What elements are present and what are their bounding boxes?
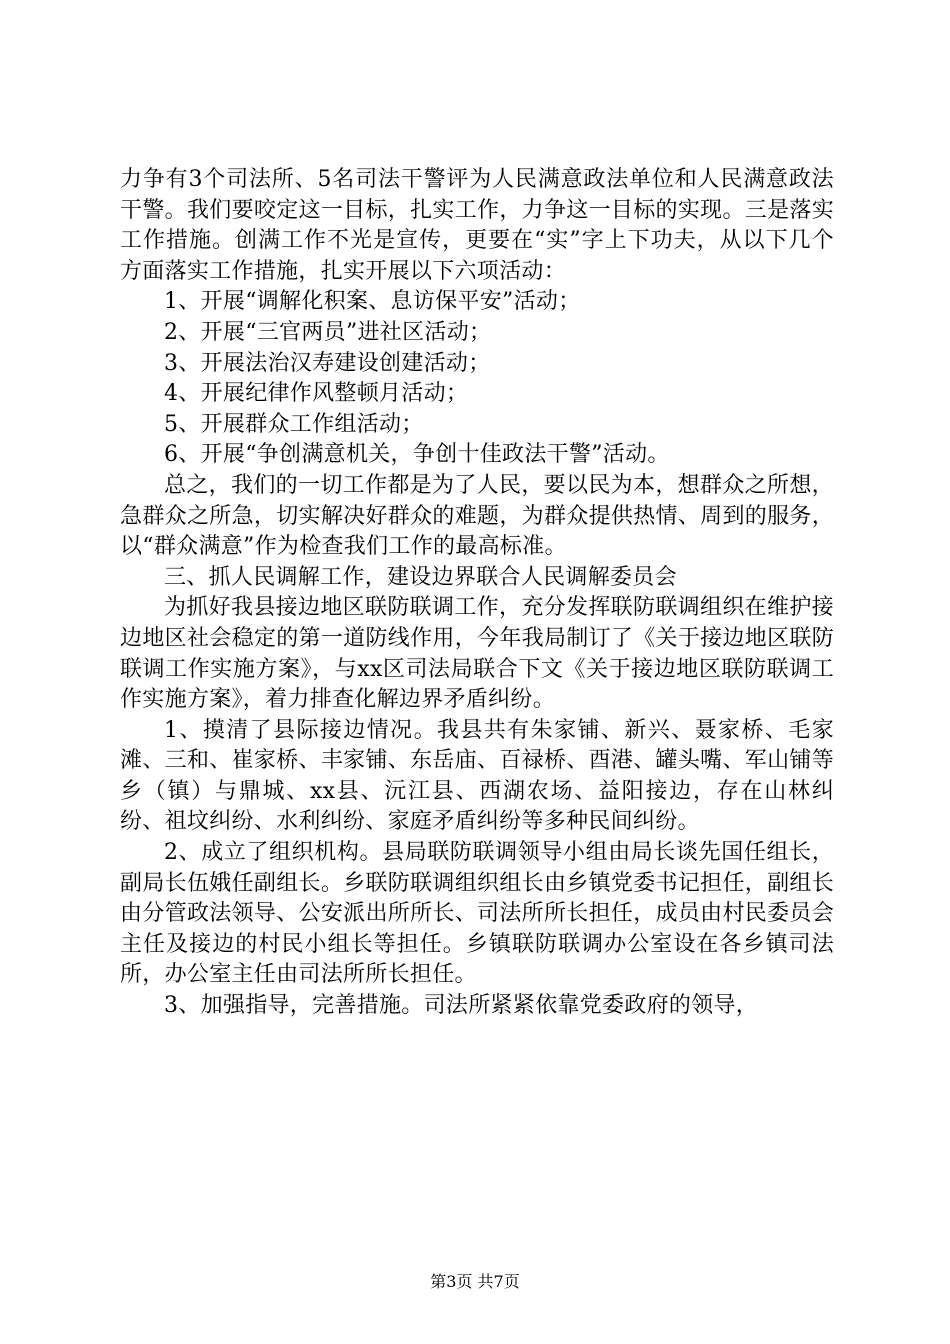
paragraph-activity-1: 1、开展“调解化积案、息访保平安”活动； [164,289,581,315]
page-number-footer: 第3页 共7页 [430,1272,520,1291]
document-body [120,165,834,1022]
paragraph-activity-4: 4、开展纪律作风整顿月活动； [164,381,469,407]
paragraph-item-3: 3、加强指导，完善措施。司法所紧紧依靠党委政府的领导， [164,993,759,1019]
paragraph-summary: 总之，我们的一切工作都是为了人民，要以民为本，想群众之所想，急群众之所急，切实解决好群众的难题，为群众提供热情、周到的服务，以“群众满意”作为检查我们工作的最高标准。 [120,472,834,560]
section-heading-3: 三、抓人民调解工作，建设边界联合人民调解委员会 [164,564,677,590]
paragraph-border-mediation: 为抓好我县接边地区联防联调工作，充分发挥联防联调组织在维护接边地区社会稳定的第一道防线作用，今年我局制订了《关于接边地区联防联调工作实施方案》，与xx区司法局联合下文《关于接边地区联防联调工作实施方案》，着力排查化解边界矛盾纠纷。 [120,595,834,713]
paragraph-item-1: 1、摸清了县际接边情况。我县共有朱家铺、新兴、聂家桥、毛家滩、三和、崔家桥、丰家铺、东岳庙、百禄桥、酉港、罐头嘴、军山铺等乡（镇）与鼎城、xx县、沅江县、西湖农场、益阳接边，存在山林纠纷、祖坟纠纷、水利纠纷、家庭矛盾纠纷等多种民间纠纷。 [120,717,834,835]
paragraph-p1: 力争有3个司法所、5名司法干警评为人民满意政法单位和人民满意政法干警。我们要咬定这一目标，扎实工作，力争这一目标的实现。三是落实工作措施。创满工作不光是宣传，更要在“实”字上下功夫，从以下几个方面落实工作措施，扎实开展以下六项活动： [120,167,834,284]
paragraph-activity-6: 6、开展“争创满意机关，争创十佳政法干警”活动。 [164,442,670,468]
paragraph-activity-3: 3、开展法治汉寿建设创建活动； [164,350,491,376]
paragraph-item-2: 2、成立了组织机构。县局联防联调领导小组由局长谈先国任组长，副局长伍娥任副组长。乡联防联调组织组长由乡镇党委书记担任，副组长由分管政法领导、公安派出所所长、司法所所长担任，成员由村民委员会主任及接边的村民小组长等担任。乡镇联防联调办公室设在各乡镇司法所，办公室主任由司法所所长担任。 [120,840,834,988]
paragraph-activity-5: 5、开展群众工作组活动； [164,411,424,437]
paragraph-activity-2: 2、开展“三官两员”进社区活动； [164,319,492,345]
